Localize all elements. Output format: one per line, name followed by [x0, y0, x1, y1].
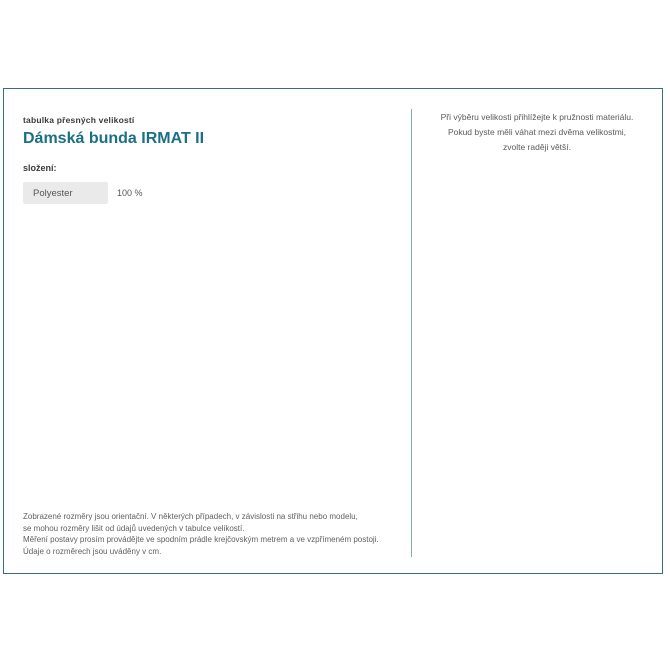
note-line: Zobrazené rozměry jsou orientační. V některých případech, v závislosti na střihu nebo modelu, — [23, 512, 358, 521]
measurement-notes — [23, 511, 379, 557]
material-percent: 100 % — [117, 188, 143, 198]
size-table-panel — [3, 88, 663, 574]
left-column — [4, 89, 410, 573]
size-table-kicker: tabulka přesných velikostí — [23, 115, 135, 125]
material-chip: Polyester — [23, 182, 108, 204]
right-column — [412, 89, 662, 155]
product-title: Dámská bunda IRMAT II — [23, 130, 205, 147]
size-hint-line: Při výběru velikosti přihlížejte k pružnosti materiálu. — [440, 112, 634, 122]
composition-label: složení: — [23, 163, 57, 173]
column-divider — [411, 109, 412, 557]
note-line: se mohou rozměry lišit od údajů uvedených v tabulce velikostí. — [23, 523, 245, 533]
note-line: Měření postavy prosím provádějte ve spodním prádle krejčovským metrem a ve vzpřímeném postoji. — [23, 535, 379, 544]
size-hint-line: zvolte raději větší. — [502, 142, 572, 152]
note-line: Údaje o rozměrech jsou uváděny v cm. — [23, 546, 162, 556]
composition-row — [23, 182, 410, 204]
size-hint-line: Pokud byste měli váhat mezi dvěma velikostmi, — [447, 127, 627, 137]
